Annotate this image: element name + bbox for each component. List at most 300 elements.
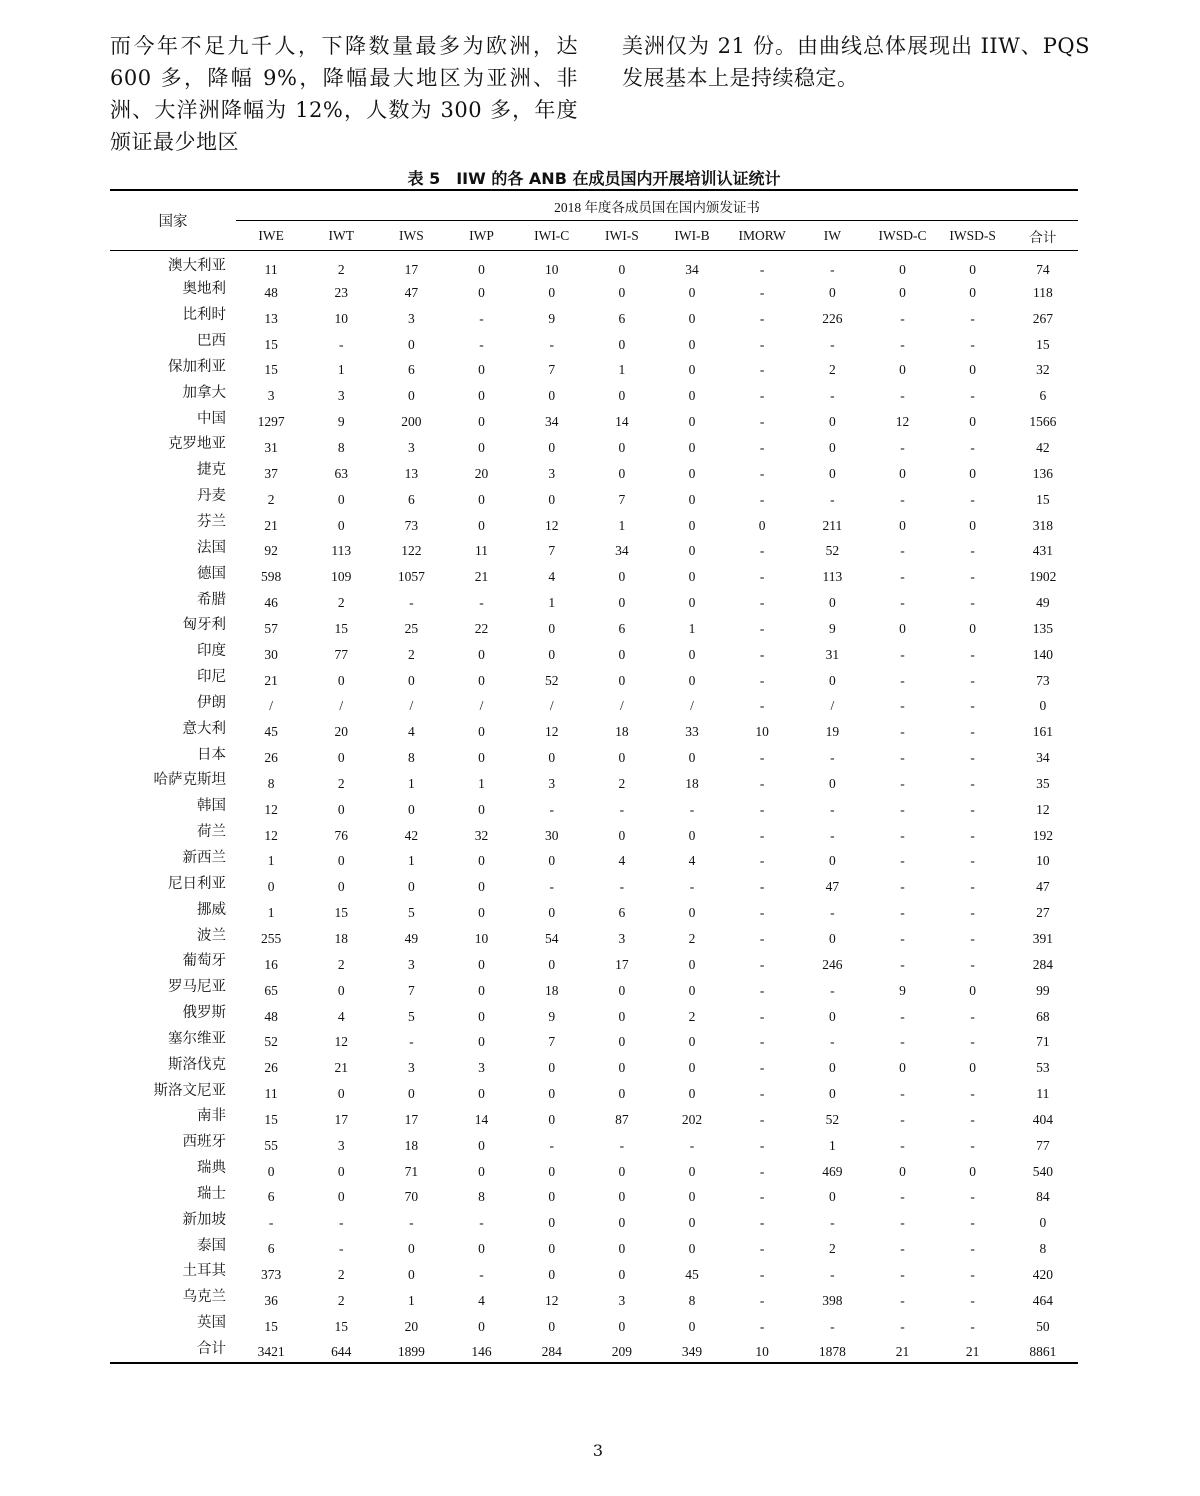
- value-cell: 4: [478, 1292, 485, 1308]
- value-cell: 0: [548, 439, 556, 455]
- value-cell: 8: [337, 439, 345, 455]
- value-cell: -: [759, 853, 765, 869]
- country-cell: 新西兰: [182, 849, 226, 866]
- value-cell: 3: [548, 465, 556, 481]
- column-header: IWS: [376, 221, 446, 251]
- value-cell: -: [759, 905, 765, 921]
- value-cell: 71: [404, 1163, 419, 1179]
- value-cell: 255: [260, 931, 282, 947]
- value-cell: 92: [264, 543, 278, 559]
- value-cell: 21: [895, 1344, 910, 1360]
- value-cell: 4: [618, 853, 626, 869]
- value-cell: 2: [828, 1241, 836, 1257]
- value-cell: -: [759, 775, 765, 791]
- value-cell: -: [759, 310, 765, 326]
- value-cell: 0: [688, 336, 696, 352]
- value-cell: -: [479, 1266, 484, 1282]
- header-row-group: [110, 190, 1078, 221]
- country-cell: 丹麦: [197, 488, 226, 505]
- value-cell: -: [759, 801, 765, 817]
- value-cell: -: [970, 775, 975, 791]
- value-cell: 0: [337, 853, 345, 869]
- value-cell: 3: [478, 1060, 485, 1076]
- table-body: [110, 251, 1078, 1364]
- value-cell: -: [759, 1266, 765, 1282]
- value-cell: 0: [478, 284, 485, 300]
- value-cell: -: [759, 1189, 765, 1205]
- value-cell: 140: [1032, 646, 1053, 662]
- value-cell: 0: [618, 1163, 626, 1179]
- value-cell: -: [970, 750, 975, 766]
- value-cell: 18: [615, 724, 629, 740]
- value-cell: 0: [267, 1163, 275, 1179]
- value-cell: 0: [618, 261, 626, 277]
- value-cell: 18: [685, 775, 699, 791]
- value-cell: -: [619, 801, 625, 817]
- country-cell: 瑞典: [197, 1160, 226, 1177]
- value-cell: 0: [969, 1060, 977, 1076]
- value-cell: -: [759, 1086, 765, 1102]
- value-cell: 0: [478, 724, 485, 740]
- value-cell: 0: [478, 491, 485, 507]
- value-cell: 23: [334, 284, 348, 300]
- value-cell: 0: [548, 1189, 556, 1205]
- value-cell: 0: [478, 1241, 485, 1257]
- column-header: IWP: [446, 221, 516, 251]
- country-cell: 奥地利: [182, 281, 226, 298]
- value-cell: 0: [548, 646, 556, 662]
- value-cell: 30: [544, 827, 559, 843]
- value-cell: -: [970, 1215, 975, 1231]
- table-row: [110, 588, 1078, 614]
- value-cell: 0: [478, 982, 485, 998]
- value-cell: -: [619, 879, 625, 895]
- value-cell: 6: [618, 620, 626, 636]
- country-cell: 保加利亚: [168, 358, 226, 375]
- value-cell: -: [900, 646, 905, 662]
- value-cell: 0: [478, 801, 485, 817]
- value-cell: /: [549, 698, 554, 714]
- value-cell: -: [900, 1189, 905, 1205]
- value-cell: -: [900, 1215, 905, 1231]
- value-cell: 0: [548, 388, 556, 404]
- value-cell: 398: [822, 1292, 843, 1308]
- value-cell: 1: [267, 853, 275, 869]
- country-cell: 罗马尼亚: [168, 979, 226, 996]
- table-row: [110, 795, 1078, 821]
- value-cell: 109: [331, 569, 352, 585]
- value-cell: 209: [611, 1344, 632, 1360]
- value-cell: 0: [478, 879, 485, 895]
- value-cell: 0: [688, 517, 696, 533]
- column-header: IWI-C: [517, 221, 587, 251]
- value-cell: 7: [408, 982, 415, 998]
- value-cell: 5: [408, 1008, 415, 1024]
- value-cell: -: [900, 439, 905, 455]
- value-cell: 0: [688, 414, 696, 430]
- table-row: [110, 1208, 1078, 1234]
- value-cell: 0: [688, 646, 696, 662]
- value-cell: 0: [548, 1241, 556, 1257]
- value-cell: -: [970, 698, 975, 714]
- value-cell: 15: [334, 1318, 348, 1334]
- value-cell: 0: [969, 620, 977, 636]
- value-cell: 21: [334, 1060, 348, 1076]
- country-cell: 韩国: [197, 798, 226, 815]
- value-cell: 284: [1032, 956, 1053, 972]
- value-cell: -: [900, 491, 905, 507]
- value-cell: 0: [337, 491, 345, 507]
- value-cell: 48: [264, 284, 278, 300]
- value-cell: 2: [408, 646, 415, 662]
- value-cell: /: [830, 698, 835, 714]
- group-column-header: 2018 年度各成员国在国内颁发证书: [236, 190, 1078, 221]
- value-cell: -: [900, 595, 905, 611]
- value-cell: -: [970, 310, 975, 326]
- value-cell: 136: [1032, 465, 1053, 481]
- value-cell: 52: [264, 1034, 278, 1050]
- value-cell: 0: [899, 284, 906, 300]
- country-cell: 中国: [197, 410, 226, 427]
- value-cell: 34: [685, 261, 699, 277]
- value-cell: 0: [478, 388, 485, 404]
- value-cell: 10: [755, 1344, 769, 1360]
- value-cell: 3: [267, 388, 275, 404]
- value-cell: 0: [548, 1060, 556, 1076]
- value-cell: 4: [337, 1008, 345, 1024]
- value-cell: 26: [264, 1060, 278, 1076]
- value-cell: -: [759, 1215, 765, 1231]
- value-cell: -: [689, 1137, 695, 1153]
- table-row: [110, 1183, 1078, 1209]
- value-cell: 0: [688, 1086, 696, 1102]
- value-cell: 46: [264, 595, 278, 611]
- value-cell: -: [759, 1292, 765, 1308]
- country-cell: 尼日利亚: [168, 875, 226, 892]
- column-header: 合计: [1008, 221, 1078, 251]
- value-cell: 0: [478, 517, 485, 533]
- value-cell: 0: [828, 853, 836, 869]
- value-cell: -: [759, 362, 765, 378]
- value-cell: 113: [822, 569, 843, 585]
- value-cell: 0: [548, 620, 556, 636]
- value-cell: 15: [264, 1318, 278, 1334]
- value-cell: -: [970, 1318, 975, 1334]
- value-cell: 0: [478, 414, 485, 430]
- value-cell: 33: [685, 724, 699, 740]
- value-cell: -: [830, 801, 835, 817]
- table-row: [110, 304, 1078, 330]
- value-cell: 49: [404, 931, 419, 947]
- country-cell: 合计: [197, 1340, 226, 1357]
- value-cell: 36: [264, 1292, 278, 1308]
- value-cell: 0: [408, 672, 415, 688]
- value-cell: 0: [688, 1241, 696, 1257]
- value-cell: 45: [685, 1266, 699, 1282]
- table-row: [110, 898, 1078, 924]
- country-cell: 俄罗斯: [182, 1005, 226, 1022]
- value-cell: 0: [408, 801, 415, 817]
- value-cell: -: [759, 672, 765, 688]
- value-cell: -: [479, 310, 484, 326]
- value-cell: -: [900, 1008, 905, 1024]
- value-cell: -: [759, 1137, 765, 1153]
- value-cell: 0: [969, 1163, 977, 1179]
- value-cell: 0: [478, 1034, 485, 1050]
- value-cell: -: [759, 569, 765, 585]
- value-cell: -: [830, 905, 835, 921]
- value-cell: -: [970, 931, 975, 947]
- value-cell: 0: [688, 750, 696, 766]
- value-cell: 0: [618, 646, 626, 662]
- value-cell: 0: [478, 1008, 485, 1024]
- value-cell: 0: [688, 439, 696, 455]
- value-cell: 3: [548, 775, 556, 791]
- header-row-columns: [110, 221, 1078, 251]
- value-cell: 37: [264, 465, 278, 481]
- value-cell: -: [970, 672, 975, 688]
- value-cell: 34: [1036, 750, 1050, 766]
- value-cell: 0: [337, 982, 345, 998]
- table-row: [110, 381, 1078, 407]
- value-cell: 0: [969, 261, 977, 277]
- value-cell: 0: [688, 1060, 696, 1076]
- value-cell: 31: [264, 439, 278, 455]
- value-cell: -: [900, 543, 905, 559]
- country-cell: 芬兰: [197, 514, 226, 531]
- value-cell: 0: [969, 284, 977, 300]
- value-cell: 146: [471, 1344, 492, 1360]
- value-cell: 2: [337, 775, 345, 791]
- value-cell: 0: [408, 336, 415, 352]
- value-cell: -: [900, 1318, 905, 1334]
- value-cell: 13: [264, 310, 278, 326]
- value-cell: -: [970, 956, 975, 972]
- value-cell: 420: [1032, 1266, 1053, 1282]
- value-cell: 0: [337, 1163, 345, 1179]
- value-cell: 77: [1036, 1137, 1050, 1153]
- value-cell: 84: [1036, 1189, 1050, 1205]
- value-cell: -: [759, 414, 765, 430]
- value-cell: -: [900, 775, 905, 791]
- value-cell: -: [900, 1034, 905, 1050]
- value-cell: 8: [1039, 1241, 1047, 1257]
- value-cell: -: [970, 853, 975, 869]
- value-cell: 0: [548, 1111, 556, 1127]
- value-cell: 47: [404, 284, 419, 300]
- table-row: [110, 640, 1078, 666]
- value-cell: 7: [618, 491, 626, 507]
- value-cell: -: [759, 595, 765, 611]
- value-cell: -: [759, 1318, 765, 1334]
- value-cell: 6: [408, 491, 415, 507]
- value-cell: 135: [1032, 620, 1053, 636]
- value-cell: 0: [618, 827, 626, 843]
- value-cell: /: [339, 698, 344, 714]
- value-cell: -: [759, 465, 765, 481]
- country-cell: 斯洛文尼亚: [153, 1082, 226, 1099]
- intro-right-paragraph: 美洲仅为 21 份。由曲线总体展现出 IIW、PQS 发展基本上是持续稳定。: [622, 34, 1090, 90]
- country-cell: 匈牙利: [182, 617, 226, 634]
- value-cell: 17: [334, 1111, 348, 1127]
- value-cell: -: [759, 543, 765, 559]
- country-cell: 土耳其: [182, 1263, 226, 1280]
- value-cell: 464: [1032, 1292, 1053, 1308]
- value-cell: 15: [264, 336, 278, 352]
- country-cell: 希腊: [197, 591, 226, 608]
- value-cell: -: [759, 1060, 765, 1076]
- value-cell: 0: [618, 595, 626, 611]
- value-cell: -: [759, 336, 765, 352]
- value-cell: 1: [267, 905, 275, 921]
- value-cell: 15: [334, 905, 348, 921]
- value-cell: 47: [825, 879, 840, 895]
- value-cell: 0: [688, 1034, 696, 1050]
- value-cell: 1: [618, 517, 626, 533]
- value-cell: 540: [1032, 1163, 1053, 1179]
- value-cell: 0: [688, 595, 696, 611]
- value-cell: 9: [899, 982, 906, 998]
- value-cell: 1899: [397, 1344, 425, 1360]
- value-cell: 200: [401, 414, 422, 430]
- value-cell: 391: [1032, 931, 1053, 947]
- value-cell: 2: [267, 491, 275, 507]
- value-cell: 4: [688, 853, 696, 869]
- value-cell: 0: [478, 439, 485, 455]
- country-column-header: 国家: [110, 190, 236, 251]
- value-cell: 0: [828, 1086, 836, 1102]
- table-row: [110, 950, 1078, 976]
- value-cell: 0: [688, 362, 696, 378]
- value-cell: 35: [1036, 775, 1050, 791]
- value-cell: 1297: [257, 414, 285, 430]
- value-cell: 3: [618, 1292, 626, 1308]
- value-cell: -: [970, 595, 975, 611]
- value-cell: 0: [618, 1318, 626, 1334]
- value-cell: 1057: [397, 569, 425, 585]
- value-cell: 0: [828, 1008, 836, 1024]
- value-cell: -: [338, 336, 344, 352]
- value-cell: 0: [267, 879, 275, 895]
- value-cell: 0: [828, 414, 836, 430]
- country-cell: 斯洛伐克: [168, 1056, 226, 1073]
- value-cell: 0: [688, 1163, 696, 1179]
- value-cell: 13: [404, 465, 419, 481]
- value-cell: 0: [828, 595, 836, 611]
- value-cell: 12: [544, 724, 559, 740]
- value-cell: -: [409, 595, 414, 611]
- table-row: [110, 1053, 1078, 1079]
- value-cell: -: [970, 1266, 975, 1282]
- value-cell: -: [759, 1111, 765, 1127]
- table-row: [110, 872, 1078, 898]
- value-cell: -: [900, 1266, 905, 1282]
- value-cell: 469: [822, 1163, 843, 1179]
- value-cell: -: [759, 620, 765, 636]
- value-cell: 1566: [1029, 414, 1057, 430]
- value-cell: 87: [615, 1111, 629, 1127]
- column-header: IWSD-S: [938, 221, 1008, 251]
- value-cell: 284: [541, 1344, 562, 1360]
- value-cell: -: [900, 879, 905, 895]
- value-cell: -: [900, 827, 905, 843]
- value-cell: -: [759, 750, 765, 766]
- value-cell: -: [970, 439, 975, 455]
- value-cell: 0: [337, 517, 345, 533]
- value-cell: 192: [1032, 827, 1053, 843]
- value-cell: /: [409, 698, 414, 714]
- value-cell: -: [900, 1241, 905, 1257]
- value-cell: -: [970, 724, 975, 740]
- table-row: [110, 278, 1078, 304]
- value-cell: 226: [822, 310, 843, 326]
- value-cell: 0: [618, 569, 626, 585]
- value-cell: -: [970, 543, 975, 559]
- country-cell: 加拿大: [182, 384, 226, 401]
- value-cell: -: [549, 336, 554, 352]
- value-cell: /: [269, 698, 273, 714]
- value-cell: 1: [548, 595, 556, 611]
- value-cell: 0: [688, 827, 696, 843]
- value-cell: 55: [264, 1137, 278, 1153]
- value-cell: -: [268, 1215, 274, 1231]
- value-cell: 0: [1039, 698, 1047, 714]
- value-cell: 31: [825, 646, 840, 662]
- country-cell: 克罗地亚: [168, 436, 226, 453]
- value-cell: 0: [548, 750, 556, 766]
- value-cell: 0: [688, 465, 696, 481]
- value-cell: 0: [618, 388, 626, 404]
- value-cell: 211: [822, 517, 843, 533]
- value-cell: -: [689, 801, 695, 817]
- value-cell: 0: [478, 1318, 485, 1334]
- table-row: [110, 1079, 1078, 1105]
- value-cell: 246: [822, 956, 843, 972]
- value-cell: 404: [1032, 1111, 1053, 1127]
- value-cell: 4: [548, 569, 556, 585]
- value-cell: 12: [264, 801, 278, 817]
- value-cell: 12: [264, 827, 278, 843]
- value-cell: 53: [1036, 1060, 1050, 1076]
- value-cell: 0: [618, 1266, 626, 1282]
- value-cell: -: [900, 905, 905, 921]
- value-cell: 34: [544, 414, 559, 430]
- value-cell: 0: [899, 362, 906, 378]
- value-cell: 3: [337, 1137, 345, 1153]
- value-cell: 1: [688, 620, 696, 636]
- value-cell: -: [830, 1318, 835, 1334]
- value-cell: 2: [337, 1292, 345, 1308]
- value-cell: 267: [1032, 310, 1053, 326]
- value-cell: -: [479, 1215, 484, 1231]
- value-cell: -: [970, 1241, 975, 1257]
- value-cell: -: [970, 336, 975, 352]
- value-cell: 2: [337, 956, 345, 972]
- value-cell: 0: [688, 543, 696, 559]
- value-cell: -: [830, 1215, 835, 1231]
- value-cell: -: [970, 1086, 975, 1102]
- value-cell: 0: [548, 284, 556, 300]
- table-row: [110, 330, 1078, 356]
- value-cell: 0: [548, 905, 556, 921]
- value-cell: 14: [615, 414, 629, 430]
- value-cell: 0: [618, 1189, 626, 1205]
- value-cell: 0: [618, 1060, 626, 1076]
- value-cell: -: [900, 1111, 905, 1127]
- value-cell: 15: [1036, 336, 1050, 352]
- value-cell: 6: [408, 362, 415, 378]
- value-cell: -: [900, 750, 905, 766]
